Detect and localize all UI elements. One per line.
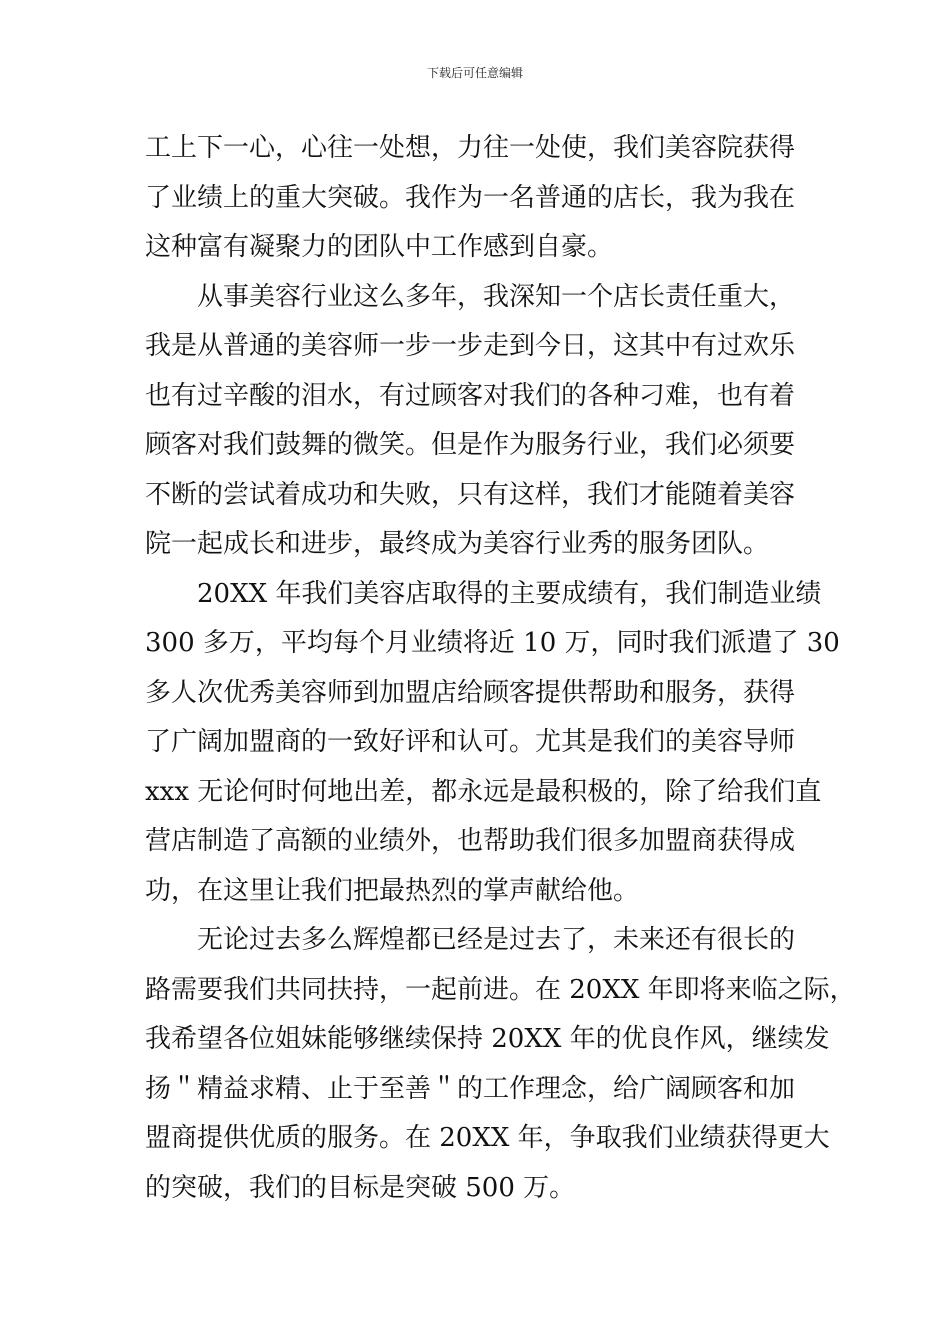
text-line: 功，在这里让我们把最热烈的掌声献给他。 — [145, 875, 640, 906]
text-line: 20XX 年我们美容店取得的主要成绩有，我们制造业绩 — [197, 578, 822, 609]
text-line: 也有过辛酸的泪水，有过顾客对我们的各种刁难，也有着 — [145, 380, 796, 411]
text-line: 扬＂精益求精、止于至善＂的工作理念，给广阔顾客和加 — [145, 1073, 796, 1104]
text-line: 了广阔加盟商的一致好评和认可。尤其是我们的美容导师 — [145, 727, 796, 757]
paragraph — [145, 124, 825, 273]
text-line: 顾客对我们鼓舞的微笑。但是作为服务行业，我们必须要 — [145, 430, 796, 460]
text-line: 路需要我们共同扶持，一起前进。在 20XX 年即将来临之际， — [145, 974, 856, 1005]
text-line: 营店制造了高额的业绩外，也帮助我们很多加盟商获得成 — [145, 826, 796, 856]
paragraph — [145, 570, 840, 917]
text-line: 的突破，我们的目标是突破 500 万。 — [145, 1172, 576, 1203]
text-line: 了业绩上的重大突破。我作为一名普通的店长，我为我在 — [145, 182, 796, 213]
text-line: 300 多万，平均每个月业绩将近 10 万，同时我们派遣了 30 — [145, 628, 840, 658]
page-header: 下载后可任意编辑 — [426, 66, 523, 80]
text-line: xxx 无论何时何地出差，都永远是最积极的，除了给我们直 — [145, 776, 822, 807]
text-line: 这种富有凝聚力的团队中工作感到自豪。 — [145, 232, 614, 262]
paragraph — [145, 273, 825, 570]
text-line: 无论过去多么辉煌都已经是过去了，未来还有很长的 — [197, 925, 796, 955]
text-line: 工上下一心，心往一处想，力往一处使，我们美容院获得 — [145, 133, 796, 163]
text-line: 我是从普通的美容师一步一步走到今日，这其中有过欢乐 — [145, 331, 796, 361]
text-line: 多人次优秀美容师到加盟店给顾客提供帮助和服务，获得 — [145, 677, 796, 708]
text-line: 从事美容行业这么多年，我深知一个店长责任重大， — [197, 281, 796, 312]
text-line: 院一起成长和进步，最终成为美容行业秀的服务团队。 — [145, 529, 770, 559]
paragraph — [145, 916, 856, 1213]
text-line: 盟商提供优质的服务。在 20XX 年，争取我们业绩获得更大 — [145, 1123, 830, 1153]
text-line: 我希望各位姐妹能够继续保持 20XX 年的优良作风，继续发 — [145, 1024, 830, 1054]
text-line: 不断的尝试着成功和失败，只有这样，我们才能随着美容 — [145, 479, 796, 510]
document-body — [145, 124, 856, 1213]
